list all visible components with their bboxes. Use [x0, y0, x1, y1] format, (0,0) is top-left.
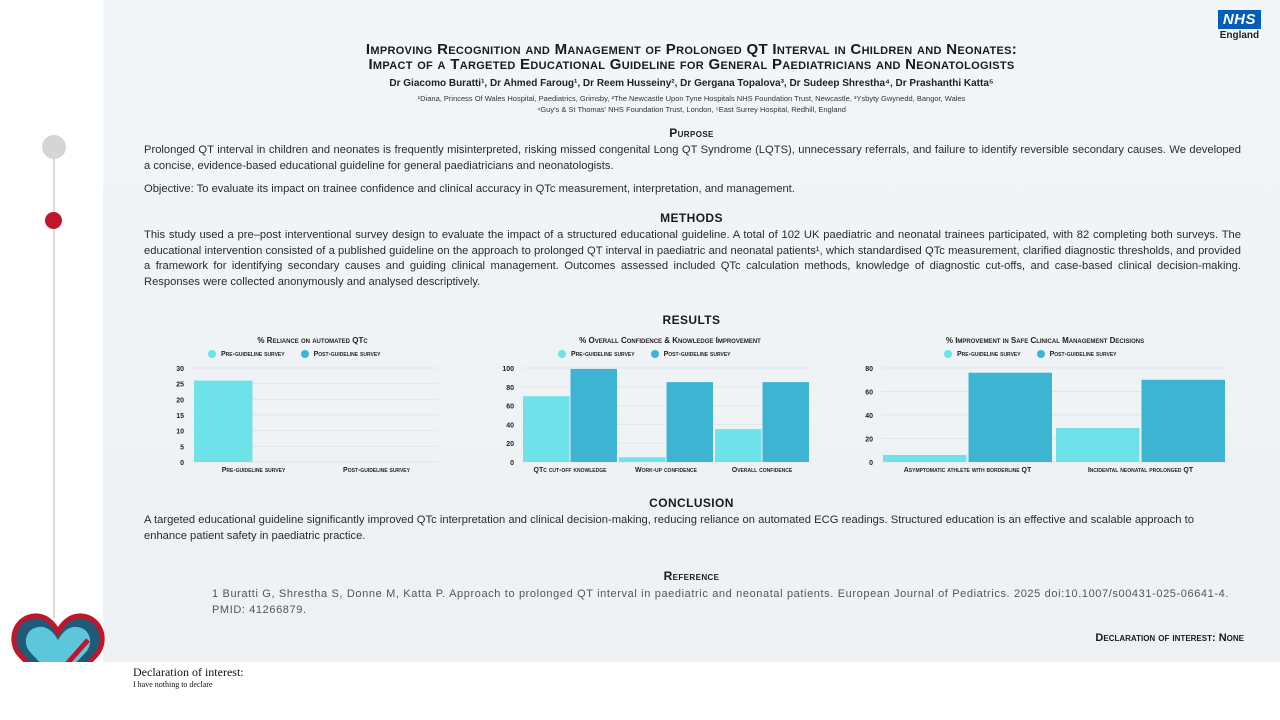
declaration-label: Declaration of interest:: [133, 665, 244, 679]
chart2-title: % Overall Confidence & Knowledge Improvement: [579, 336, 761, 345]
x-tick-label: Work-up confidence: [635, 467, 697, 474]
methods-heading: METHODS: [660, 211, 723, 225]
legend-post-label: Post-guideline survey: [1049, 350, 1117, 358]
y-tick-label: 60: [865, 389, 873, 397]
affiliations-line1: ¹Diana, Princess Of Wales Hospital, Paediatrics, Grimsby, ²The Newcastle Upon Tyne Hospitals NHS Foundation Trust, Newcastle, ³Ysbyty Gwynedd, Bangor, Wales: [417, 94, 966, 103]
x-tick-label: Overall confidence: [731, 467, 793, 474]
chart2-legend: [558, 350, 731, 358]
chart-bar: [523, 396, 570, 462]
chart1-title: % Reliance on automated QTc: [257, 336, 368, 345]
affiliations-line2: ⁴Guy's & St Thomas' NHS Foundation Trust, London, ⁵East Surrey Hospital, Redhill, England: [537, 105, 846, 114]
legend-post-swatch: [301, 350, 309, 358]
purpose-text: Prolonged QT interval in children and neonates is frequently misinterpreted, risking missed congenital Long QT Syndrome (LQTS), unnecessary referrals, and failure to identify reversible secondary causes. We developed a concise, evidence-based educational guideline for general paediatricians and neonatologists.: [144, 144, 1241, 172]
x-tick-label: Post-guideline survey: [343, 467, 410, 474]
legend-pre-label: Pre-guideline survey: [571, 350, 635, 358]
y-tick-label: 80: [506, 384, 514, 392]
legend-pre: [558, 350, 635, 358]
x-tick-label: Incidental neonatal prolonged QT: [1087, 467, 1194, 474]
y-tick-label: 25: [176, 381, 184, 389]
poster-title-line1: Improving Recognition and Management of Prolonged QT Interval in Children and Neonates:: [365, 41, 1018, 58]
y-tick-label: 40: [506, 422, 514, 430]
y-tick-label: 0: [510, 460, 514, 467]
conclusion-text: A targeted educational guideline significantly improved QTc interpretation and clinical decision-making, reducing reliance on automated ECG readings. Structured education is an effective and scalable approach to enhance patient safety in paediatric practice.: [144, 514, 1194, 542]
chart1-svg: [160, 360, 450, 480]
reference-text: 1 Buratti G, Shrestha S, Donne M, Katta P. Approach to prolonged QT interval in paediatric and neonatal patients. European Journal of Pediatrics. 2025 doi:10.1007/s00431-025-06641-4. PMID: 41266879.: [212, 588, 1229, 616]
chart1-legend: [208, 350, 381, 358]
legend-post-label: Post-guideline survey: [313, 350, 381, 358]
y-tick-label: 15: [176, 413, 184, 420]
x-tick-label: Pre-guideline survey: [221, 467, 286, 474]
chart-bar: [619, 457, 666, 462]
chart3-svg: [855, 360, 1240, 480]
nhs-region: England: [1219, 30, 1260, 41]
y-tick-label: 30: [176, 366, 184, 373]
y-tick-label: 60: [506, 403, 514, 411]
chart-bar: [571, 369, 618, 462]
chart-bar: [969, 373, 1053, 462]
y-tick-label: 5: [180, 444, 184, 452]
legend-pre: [208, 350, 285, 358]
nhs-logo-badge: NHS: [1218, 10, 1261, 29]
chart3-title: % Improvement in Safe Clinical Management Decisions: [945, 336, 1145, 345]
chart-bar: [194, 381, 253, 462]
legend-post: [301, 350, 381, 358]
y-tick-label: 100: [502, 366, 514, 373]
y-tick-label: 20: [506, 441, 514, 449]
y-tick-label: 10: [176, 428, 184, 436]
legend-pre: [944, 350, 1021, 358]
results-heading: RESULTS: [662, 313, 721, 327]
x-tick-label: QTc cut-off knowledge: [533, 467, 607, 474]
declaration-of-interest-poster: Declaration of interest: None: [1095, 632, 1244, 644]
legend-pre-swatch: [208, 350, 216, 358]
chart-bar: [763, 382, 810, 462]
chart2-svg: [490, 360, 820, 480]
y-tick-label: 20: [176, 397, 184, 405]
legend-post: [651, 350, 731, 358]
nhs-logo: [1218, 10, 1261, 41]
legend-post-label: Post-guideline survey: [663, 350, 731, 358]
y-tick-label: 40: [865, 413, 873, 420]
chart-bar: [1142, 380, 1226, 462]
conclusion-heading: CONCLUSION: [649, 496, 734, 510]
timeline-dot-grey[interactable]: [42, 135, 66, 159]
y-tick-label: 0: [180, 460, 184, 467]
chart-bar: [667, 382, 714, 462]
author-list: Dr Giacomo Buratti¹, Dr Ahmed Faroug¹, Dr Reem Husseiny², Dr Gergana Topalova³, Dr Sudeep Shrestha⁴, Dr Prashanthi Katta⁵: [389, 78, 994, 89]
chart-bar: [1056, 428, 1140, 462]
objective-text: Objective: To evaluate its impact on trainee confidence and clinical accuracy in QTc measurement, interpretation, and management.: [144, 183, 795, 195]
legend-post-swatch: [651, 350, 659, 358]
y-tick-label: 80: [865, 366, 873, 373]
legend-pre-label: Pre-guideline survey: [221, 350, 285, 358]
reference-heading: Reference: [663, 569, 720, 583]
legend-pre-label: Pre-guideline survey: [957, 350, 1021, 358]
legend-pre-swatch: [944, 350, 952, 358]
declaration-text: I have nothing to declare: [133, 680, 213, 689]
y-tick-label: 20: [865, 436, 873, 444]
chart-bar: [715, 429, 762, 462]
y-tick-label: 0: [869, 460, 873, 467]
legend-post: [1037, 350, 1117, 358]
poster-title-line2: Impact of a Targeted Educational Guideline for General Paediatricians and Neonatologists: [368, 56, 1015, 73]
timeline-dot-red[interactable]: [45, 212, 62, 229]
chart3-legend: [944, 350, 1117, 358]
legend-post-swatch: [1037, 350, 1045, 358]
legend-pre-swatch: [558, 350, 566, 358]
chart-bar: [883, 455, 967, 462]
x-tick-label: Asymptomatic athlete with borderline QT: [903, 467, 1032, 474]
purpose-heading: Purpose: [669, 126, 714, 140]
methods-text: This study used a pre–post interventional survey design to evaluate the impact of a structured educational guideline. A total of 102 UK paediatric and neonatal trainees participated, with 82 completing both surveys. The educational intervention consisted of a published guideline on the approach to prolonged QT interval in paediatric and neonatal patients¹, which standardised QTc measurement, clarified diagnostic thresholds, and provided a framework for identifying secondary causes and guiding clinical management. Outcomes assessed included QTc calculation methods, knowledge of diagnostic cut-offs, and case-based clinical decision-making. Responses were collected anonymously and analysed descriptively.: [144, 229, 1241, 288]
